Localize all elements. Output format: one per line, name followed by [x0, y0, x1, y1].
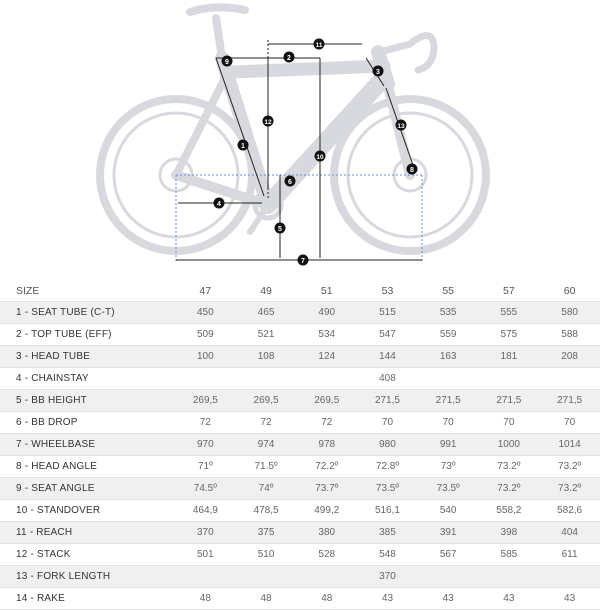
- row-label: 13 - FORK LENGTH: [0, 566, 175, 588]
- row-label: 10 - STANDOVER: [0, 500, 175, 522]
- row-label: 2 - TOP TUBE (EFF): [0, 324, 175, 346]
- handlebar: [410, 35, 434, 70]
- cell-value: 269,5: [296, 390, 357, 412]
- cell-value: 72.8º: [357, 456, 418, 478]
- cell-value: [175, 566, 236, 588]
- row-label: 4 - CHAINSTAY: [0, 368, 175, 390]
- callout-9: [222, 56, 233, 67]
- bike-geometry-diagram: [0, 0, 600, 274]
- cell-value: [175, 368, 236, 390]
- cell-value: 408: [357, 368, 418, 390]
- cell-value: 580: [539, 302, 600, 324]
- cell-value: [539, 368, 600, 390]
- callout-9-label: 9: [225, 59, 229, 66]
- cell-value: 516,1: [357, 500, 418, 522]
- cell-value: [479, 566, 540, 588]
- cell-value: 48: [236, 588, 297, 610]
- row-label: 11 - REACH: [0, 522, 175, 544]
- callout-3-label: 3: [376, 69, 380, 76]
- cell-value: 515: [357, 302, 418, 324]
- cell-value: [236, 566, 297, 588]
- geometry-table: [0, 280, 600, 610]
- saddle: [190, 7, 245, 12]
- table-row: [0, 566, 600, 588]
- top-tube: [232, 66, 384, 72]
- size-col-header: 47: [175, 280, 236, 302]
- cell-value: 43: [479, 588, 540, 610]
- table-row: [0, 456, 600, 478]
- cell-value: 582,6: [539, 500, 600, 522]
- cell-value: 43: [357, 588, 418, 610]
- cell-value: [236, 368, 297, 390]
- cell-value: 43: [539, 588, 600, 610]
- callout-6: [285, 176, 296, 187]
- cell-value: 73.2º: [539, 456, 600, 478]
- cell-value: 73.5º: [418, 478, 479, 500]
- size-col-header: 51: [296, 280, 357, 302]
- cell-value: 535: [418, 302, 479, 324]
- row-label: 1 - SEAT TUBE (C-T): [0, 302, 175, 324]
- cell-value: 585: [479, 544, 540, 566]
- down-tube: [268, 82, 380, 205]
- cell-value: 974: [236, 434, 297, 456]
- cell-value: 510: [236, 544, 297, 566]
- cell-value: 181: [479, 346, 540, 368]
- cell-value: 547: [357, 324, 418, 346]
- cell-value: 48: [296, 588, 357, 610]
- cell-value: 978: [296, 434, 357, 456]
- cell-value: 370: [357, 566, 418, 588]
- cell-value: 501: [175, 544, 236, 566]
- cell-value: 271,5: [418, 390, 479, 412]
- row-label: 9 - SEAT ANGLE: [0, 478, 175, 500]
- cell-value: 271,5: [479, 390, 540, 412]
- row-label: 8 - HEAD ANGLE: [0, 456, 175, 478]
- cell-value: 1000: [479, 434, 540, 456]
- size-col-header: 55: [418, 280, 479, 302]
- table-row: [0, 588, 600, 610]
- cell-value: 72: [296, 412, 357, 434]
- cell-value: [539, 566, 600, 588]
- cell-value: 509: [175, 324, 236, 346]
- table-row: [0, 390, 600, 412]
- cell-value: 540: [418, 500, 479, 522]
- callout-13-label: 13: [397, 123, 405, 130]
- cell-value: 72: [236, 412, 297, 434]
- callout-12-label: 12: [264, 119, 272, 126]
- row-label: 5 - BB HEIGHT: [0, 390, 175, 412]
- cell-value: [296, 368, 357, 390]
- cell-value: 269,5: [236, 390, 297, 412]
- cell-value: 73.7º: [296, 478, 357, 500]
- cell-value: 490: [296, 302, 357, 324]
- cell-value: 108: [236, 346, 297, 368]
- cell-value: 970: [175, 434, 236, 456]
- cell-value: 588: [539, 324, 600, 346]
- table-row: [0, 302, 600, 324]
- callout-12: [263, 116, 274, 127]
- cell-value: 271,5: [539, 390, 600, 412]
- cell-value: 71º: [175, 456, 236, 478]
- cell-value: 271,5: [357, 390, 418, 412]
- callout-11: [314, 39, 325, 50]
- cell-value: 991: [418, 434, 479, 456]
- cell-value: 100: [175, 346, 236, 368]
- cell-value: 464,9: [175, 500, 236, 522]
- cell-value: 43: [418, 588, 479, 610]
- size-header-label: SIZE: [0, 280, 175, 302]
- cell-value: 269,5: [175, 390, 236, 412]
- stem: [380, 44, 410, 52]
- cell-value: 70: [357, 412, 418, 434]
- size-header-row: [0, 280, 600, 302]
- cell-value: 73.2º: [479, 456, 540, 478]
- size-col-header: 57: [479, 280, 540, 302]
- cell-value: 450: [175, 302, 236, 324]
- cell-value: 567: [418, 544, 479, 566]
- row-label: 12 - STACK: [0, 544, 175, 566]
- cell-value: 404: [539, 522, 600, 544]
- cell-value: 555: [479, 302, 540, 324]
- cell-value: [418, 368, 479, 390]
- callout-11-label: 11: [315, 42, 323, 49]
- callout-3: [373, 66, 384, 77]
- row-label: 3 - HEAD TUBE: [0, 346, 175, 368]
- cell-value: [296, 566, 357, 588]
- cell-value: 74º: [236, 478, 297, 500]
- callout-8: [407, 164, 418, 175]
- cell-value: 71.5º: [236, 456, 297, 478]
- row-label: 7 - WHEELBASE: [0, 434, 175, 456]
- cell-value: 70: [539, 412, 600, 434]
- table-row: [0, 500, 600, 522]
- cell-value: 375: [236, 522, 297, 544]
- table-row: [0, 434, 600, 456]
- callout-7-label: 7: [301, 258, 305, 265]
- table-row: [0, 324, 600, 346]
- cell-value: 980: [357, 434, 418, 456]
- cell-value: 73.5º: [357, 478, 418, 500]
- cell-value: 1014: [539, 434, 600, 456]
- cell-value: 499,2: [296, 500, 357, 522]
- cell-value: 465: [236, 302, 297, 324]
- row-label: 6 - BB DROP: [0, 412, 175, 434]
- cell-value: 558,2: [479, 500, 540, 522]
- cell-value: 124: [296, 346, 357, 368]
- callout-13: [396, 120, 407, 131]
- cell-value: 611: [539, 544, 600, 566]
- cell-value: 521: [236, 324, 297, 346]
- cell-value: 48: [175, 588, 236, 610]
- table-row: [0, 478, 600, 500]
- size-col-header: 60: [539, 280, 600, 302]
- cell-value: 398: [479, 522, 540, 544]
- cell-value: 70: [479, 412, 540, 434]
- callout-1-label: 1: [241, 143, 245, 150]
- cell-value: 385: [357, 522, 418, 544]
- seat-tube: [222, 58, 268, 205]
- cell-value: 74.5º: [175, 478, 236, 500]
- cell-value: 70: [418, 412, 479, 434]
- callout-10: [315, 151, 326, 162]
- callout-2: [284, 52, 295, 63]
- cell-value: 73.2º: [539, 478, 600, 500]
- callout-5: [275, 223, 286, 234]
- table-row: [0, 412, 600, 434]
- cell-value: 478,5: [236, 500, 297, 522]
- row-label: 14 - RAKE: [0, 588, 175, 610]
- cell-value: 534: [296, 324, 357, 346]
- geometry-table-body: [0, 302, 600, 610]
- cell-value: 391: [418, 522, 479, 544]
- cell-value: [418, 566, 479, 588]
- cell-value: 163: [418, 346, 479, 368]
- cell-value: 380: [296, 522, 357, 544]
- seatpost: [216, 18, 222, 58]
- callout-6-label: 6: [288, 179, 292, 186]
- size-col-header: 53: [357, 280, 418, 302]
- table-row: [0, 544, 600, 566]
- callout-2-label: 2: [287, 55, 291, 62]
- size-col-header: 49: [236, 280, 297, 302]
- callout-1: [238, 140, 249, 151]
- callout-8-label: 8: [410, 167, 414, 174]
- cell-value: 208: [539, 346, 600, 368]
- cell-value: 559: [418, 324, 479, 346]
- cell-value: 73.2º: [479, 478, 540, 500]
- callout-4-label: 4: [217, 201, 221, 208]
- callout-7: [298, 255, 309, 266]
- cell-value: 370: [175, 522, 236, 544]
- cell-value: 72.2º: [296, 456, 357, 478]
- callout-5-label: 5: [278, 226, 282, 233]
- cell-value: [479, 368, 540, 390]
- table-row: [0, 368, 600, 390]
- cell-value: 548: [357, 544, 418, 566]
- cell-value: 72: [175, 412, 236, 434]
- cell-value: 575: [479, 324, 540, 346]
- table-row: [0, 522, 600, 544]
- callout-10-label: 10: [316, 154, 324, 161]
- cell-value: 73º: [418, 456, 479, 478]
- cell-value: 528: [296, 544, 357, 566]
- table-row: [0, 346, 600, 368]
- cell-value: 144: [357, 346, 418, 368]
- callout-4: [214, 198, 225, 209]
